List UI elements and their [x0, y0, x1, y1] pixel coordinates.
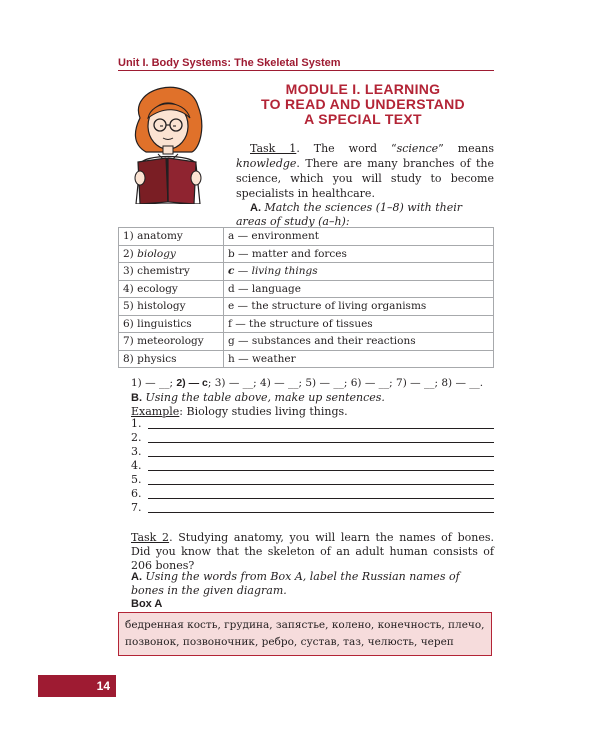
task2-text: . Studying anatomy, you will learn the names of bones. Did you know that the skeleton of an adult human consists of 206 bones?: [131, 531, 494, 572]
module-title-line1: MODULE I. LEARNING: [285, 81, 441, 97]
table-cell-science: 4) ecology: [119, 280, 224, 298]
answer-line[interactable]: [131, 431, 494, 445]
table-cell-science: 6) linguistics: [119, 315, 224, 333]
table-row: [119, 228, 494, 246]
task1-instruction-b: [131, 391, 385, 404]
module-title-line3: A SPECIAL TEXT: [304, 111, 422, 127]
answer-text: — living things: [234, 265, 318, 278]
answer-part1: 1) — __;: [131, 377, 177, 389]
example-text: : Biology studies living things.: [179, 405, 348, 418]
table-cell-science: 8) physics: [119, 350, 224, 368]
line-number: 5.: [131, 473, 142, 486]
answer-line[interactable]: [131, 487, 494, 501]
task1-intro-a: . The word “: [296, 142, 397, 155]
table-cell-science: 7) meteorology: [119, 333, 224, 351]
line-number: 4.: [131, 459, 142, 472]
line-number: 2.: [131, 431, 142, 444]
header-rule: [118, 70, 494, 71]
task1-intro-b: ” means: [438, 142, 494, 155]
table-cell-area: f — the structure of tissues: [224, 315, 494, 333]
task1-b-label: B.: [131, 392, 142, 404]
table-row: [119, 280, 494, 298]
task2-label: Task 2: [131, 531, 170, 544]
task1-intro-c: . There are many branches of the science, which you will study to become specialists in healthcare.: [236, 157, 494, 200]
module-title-line2: TO READ AND UNDERSTAND: [261, 96, 465, 112]
table-cell-science: 2) biology: [119, 245, 224, 263]
task1-a-text: Match the sciences (1–8) with their areas of study (a–h):: [236, 201, 463, 228]
box-a-label: Box A: [131, 598, 163, 610]
matching-table: [118, 227, 494, 368]
science-word: science: [396, 142, 439, 155]
task2-instruction-a: [131, 570, 494, 598]
table-cell-area: h — weather: [224, 350, 494, 368]
example-label: Example: [131, 405, 180, 418]
table-cell-area: d — language: [224, 280, 494, 298]
answer-line[interactable]: [131, 473, 494, 487]
answer-line[interactable]: [131, 445, 494, 459]
table-row: [119, 298, 494, 316]
answer-line[interactable]: [131, 459, 494, 473]
answer-part2: 2) — c: [176, 377, 208, 389]
page-number: 14: [38, 675, 116, 697]
task1-a-label: A.: [250, 202, 261, 214]
answer-line[interactable]: [131, 501, 494, 515]
line-number: 3.: [131, 445, 142, 458]
table-cell-area: a — environment: [224, 228, 494, 246]
task1-paragraph: [236, 141, 494, 201]
task2-paragraph: [131, 531, 494, 573]
answer-part3: ; 3) — __; 4) — __; 5) — __; 6) — __; 7) — __; 8) — __.: [207, 377, 484, 389]
table-cell-science: 1) anatomy: [119, 228, 224, 246]
table-cell-science: 3) chemistry: [119, 263, 224, 281]
running-header: Unit I. Body Systems: The Skeletal System: [118, 57, 341, 69]
task1-instruction-a: [236, 201, 494, 229]
task1-b-text: Using the table above, make up sentences.: [142, 391, 385, 404]
table-row: [119, 315, 494, 333]
answer-line[interactable]: [131, 417, 494, 431]
table-cell-area: [224, 263, 494, 281]
table-row: [119, 245, 494, 263]
reading-girl-illustration: [118, 78, 216, 204]
line-number: 6.: [131, 487, 142, 500]
module-title: [232, 82, 494, 127]
table-cell-area: b — matter and forces: [224, 245, 494, 263]
table-row: [119, 350, 494, 368]
table-row: [119, 333, 494, 351]
box-a: бедренная кость, грудина, запястье, колено, конечность, плечо, позвонок, позвоночник, ребро, сустав, таз, челюсть, череп: [118, 612, 492, 656]
knowledge-word: knowledge: [236, 157, 297, 170]
table-cell-science: 5) histology: [119, 298, 224, 316]
answer-key-line: [131, 377, 494, 389]
answer-letter: c: [228, 265, 235, 278]
task2-a-text: Using the words from Box A, label the Russian names of bones in the given diagram.: [131, 570, 460, 597]
answer-lines: [131, 417, 494, 515]
task2-a-label: A.: [131, 571, 142, 583]
task1-label: Task 1: [250, 142, 297, 155]
table-cell-area: g — substances and their reactions: [224, 333, 494, 351]
line-number: 7.: [131, 501, 142, 514]
table-cell-area: e — the structure of living organisms: [224, 298, 494, 316]
table-row: [119, 263, 494, 281]
line-number: 1.: [131, 417, 142, 430]
